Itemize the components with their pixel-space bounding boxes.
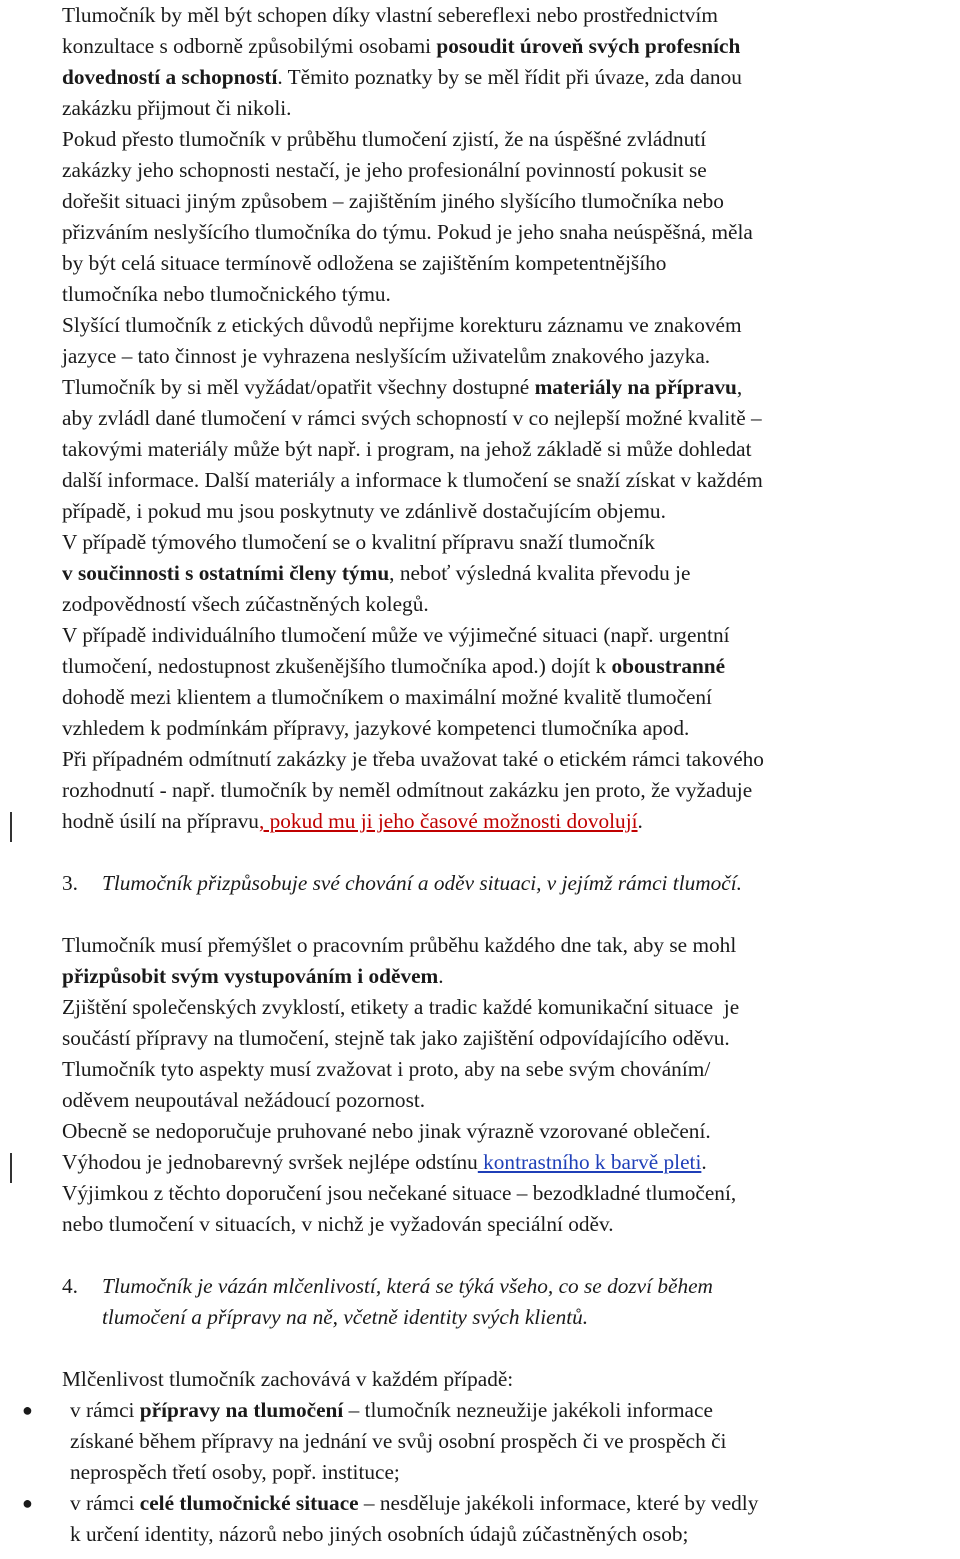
text-line: by být celá situace termínově odložena se zajištěním kompetentnějšího (62, 251, 667, 275)
text-line: Zjištění společenských zvyklostí, etikety a tradic každé komunikační situace je (62, 995, 740, 1019)
text-line: zodpovědností všech zúčastněných kolegů. (62, 592, 429, 616)
text-line: vzhledem k podmínkám přípravy, jazykové kompetenci tlumočníka apod. (62, 716, 690, 740)
paragraph (62, 124, 958, 310)
section-heading-3 (62, 868, 958, 899)
text-line: rozhodnutí - např. tlumočník by neměl odmítnout zakázku jen proto, že vyžaduje (62, 778, 753, 802)
text-line: Slyšící tlumočník z etických důvodů nepřijme korekturu záznamu ve znakovém (62, 313, 742, 337)
text-line: získané během přípravy na jednání ve svůj osobní prospěch či ve prospěch či (70, 1429, 727, 1453)
list-item (22, 1488, 958, 1550)
text-run: . (438, 964, 444, 988)
bold-text: dovedností a schopností (62, 65, 278, 89)
document-page (22, 0, 958, 1550)
text-line: přizváním neslyšícího tlumočníka do týmu. Pokud je jeho snaha neúspěšná, měla (62, 220, 753, 244)
bold-text: posoudit úroveň svých profesních (436, 34, 741, 58)
bold-text: v součinnosti s ostatními členy týmu (62, 561, 390, 585)
paragraph (62, 310, 958, 372)
text-line: Obecně se nedoporučuje pruhované nebo jinak výrazně vzorované oblečení. (62, 1119, 711, 1143)
text-line (62, 372, 958, 403)
bold-text: oboustranné (611, 654, 726, 678)
section-heading-4 (62, 1271, 958, 1333)
paragraph (62, 930, 958, 992)
text-run: tlumočení, nedostupnost zkušenějšího tlumočníka apod.) dojít k (62, 654, 612, 678)
bold-text: materiály na přípravu (534, 375, 737, 399)
text-line: případě, i pokud mu jsou poskytnuty ve zdánlivě dostačujícím objemu. (62, 499, 666, 523)
text-line: jazyce – tato činnost je vyhrazena neslyšícím uživatelům znakového jazyka. (62, 344, 711, 368)
text-line: Tlumočník musí přemýšlet o pracovním průběhu každého dne tak, aby se mohl (62, 933, 737, 957)
section-number: 3. (62, 871, 78, 895)
paragraph (62, 1364, 958, 1395)
text-line (62, 1147, 958, 1178)
text-line: dohodě mezi klientem a tlumočníkem o maximální možné kvalitě tlumočení (62, 685, 712, 709)
text-run: , (736, 375, 743, 399)
tracked-insertion: , pokud mu ji jeho časové možnosti dovolují (258, 809, 638, 833)
text-run: , neboť výsledná kvalita převodu je (389, 561, 691, 585)
paragraph (62, 372, 958, 527)
tracked-insertion: kontrastního k barvě pleti (477, 1150, 702, 1174)
blank-line (62, 1240, 958, 1271)
text-run: v rámci (70, 1398, 140, 1422)
text-line: zakázky jeho schopnosti nestačí, je jeho profesionální povinností pokusit se (62, 158, 707, 182)
text-line (62, 961, 958, 992)
blank-line (62, 1333, 958, 1364)
section-title: Tlumočník je vázán mlčenlivostí, která se týká všeho, co se dozví během (102, 1274, 713, 1298)
section-title: Tlumočník přizpůsobuje své chování a oděv situaci, v jejímž rámci tlumočí. (102, 871, 742, 895)
list-item (22, 1395, 958, 1488)
text-line (62, 31, 958, 62)
text-run: – nesděluje jakékoli informace, které by vedly (358, 1491, 759, 1515)
text-line: neprospěch třetí osoby, popř. instituce; (70, 1460, 400, 1484)
bold-text: přípravy na tlumočení (139, 1398, 344, 1422)
bullet-icon: ● (22, 1493, 33, 1513)
text-line: Tlumočník tyto aspekty musí zvažovat i proto, aby na sebe svým chováním/ (62, 1057, 711, 1081)
blank-line (62, 837, 958, 868)
paragraph (62, 0, 958, 124)
text-run: – tlumočník nezneužije jakékoli informace (343, 1398, 713, 1422)
text-run: . (637, 809, 643, 833)
text-line: Tlumočník by měl být schopen díky vlastní sebereflexi nebo prostřednictvím (62, 3, 718, 27)
paragraph (62, 1116, 958, 1240)
change-bar (10, 1153, 12, 1183)
text-line: takovými materiály může být např. i program, na jehož základě si může dohledat (62, 437, 752, 461)
paragraph (62, 744, 958, 837)
text-line (70, 1395, 958, 1426)
paragraph (62, 620, 958, 744)
text-line (62, 806, 958, 837)
text-line: V případě týmového tlumočení se o kvalitní přípravu snaží tlumočník (62, 530, 655, 554)
text-line: zakázku přijmout či nikoli. (62, 96, 292, 120)
paragraph (62, 527, 958, 620)
text-run: Tlumočník by si měl vyžádat/opatřit všechny dostupné (62, 375, 535, 399)
text-line: V případě individuálního tlumočení může ve výjimečné situaci (např. urgentní (62, 623, 730, 647)
paragraph (62, 992, 958, 1116)
section-title: tlumočení a přípravy na ně, včetně identity svých klientů. (102, 1305, 589, 1329)
change-bar (10, 812, 12, 842)
text-line: další informace. Další materiály a informace k tlumočení se snaží získat v každém (62, 468, 763, 492)
text-run: v rámci (70, 1491, 140, 1515)
bullet-icon: ● (22, 1400, 33, 1420)
text-line: aby zvládl dané tlumočení v rámci svých schopností v co nejlepší možné kvalitě – (62, 406, 762, 430)
section-heading-line (62, 1271, 958, 1302)
bold-text: přizpůsobit svým vystupováním i oděvem (62, 964, 439, 988)
text-line (70, 1488, 958, 1519)
text-run: . (701, 1150, 707, 1174)
bold-text: celé tlumočnické situace (139, 1491, 359, 1515)
text-run: . Těmito poznatky by se měl řídit při úvaze, zda danou (277, 65, 742, 89)
text-line: nebo tlumočení v situacích, v nichž je vyžadován speciální oděv. (62, 1212, 614, 1236)
text-line: součástí přípravy na tlumočení, stejně tak jako zajištění odpovídajícího oděvu. (62, 1026, 730, 1050)
text-run: hodně úsilí na přípravu (62, 809, 259, 833)
section-heading-line (62, 1302, 958, 1333)
section-number: 4. (62, 1274, 78, 1298)
text-line (62, 651, 958, 682)
text-line: tlumočníka nebo tlumočnického týmu. (62, 282, 391, 306)
text-line: k určení identity, názorů nebo jiných osobních údajů zúčastněných osob; (70, 1522, 689, 1546)
text-line: Výjimkou z těchto doporučení jsou nečekané situace – bezodkladné tlumočení, (62, 1181, 737, 1205)
text-line: oděvem neupoutával nežádoucí pozornost. (62, 1088, 426, 1112)
text-line: dořešit situaci jiným způsobem – zajištěním jiného slyšícího tlumočníka nebo (62, 189, 724, 213)
text-line: Při případném odmítnutí zakázky je třeba uvažovat také o etickém rámci takového (62, 747, 764, 771)
text-line (62, 558, 958, 589)
text-line: Pokud přesto tlumočník v průběhu tlumočení zjistí, že na úspěšné zvládnutí (62, 127, 707, 151)
blank-line (62, 899, 958, 930)
text-line: Mlčenlivost tlumočník zachovává v každém případě: (62, 1367, 514, 1391)
text-run: konzultace s odborně způsobilými osobami (62, 34, 437, 58)
text-run: Výhodou je jednobarevný svršek nejlépe odstínu (62, 1150, 478, 1174)
text-line (62, 62, 958, 93)
